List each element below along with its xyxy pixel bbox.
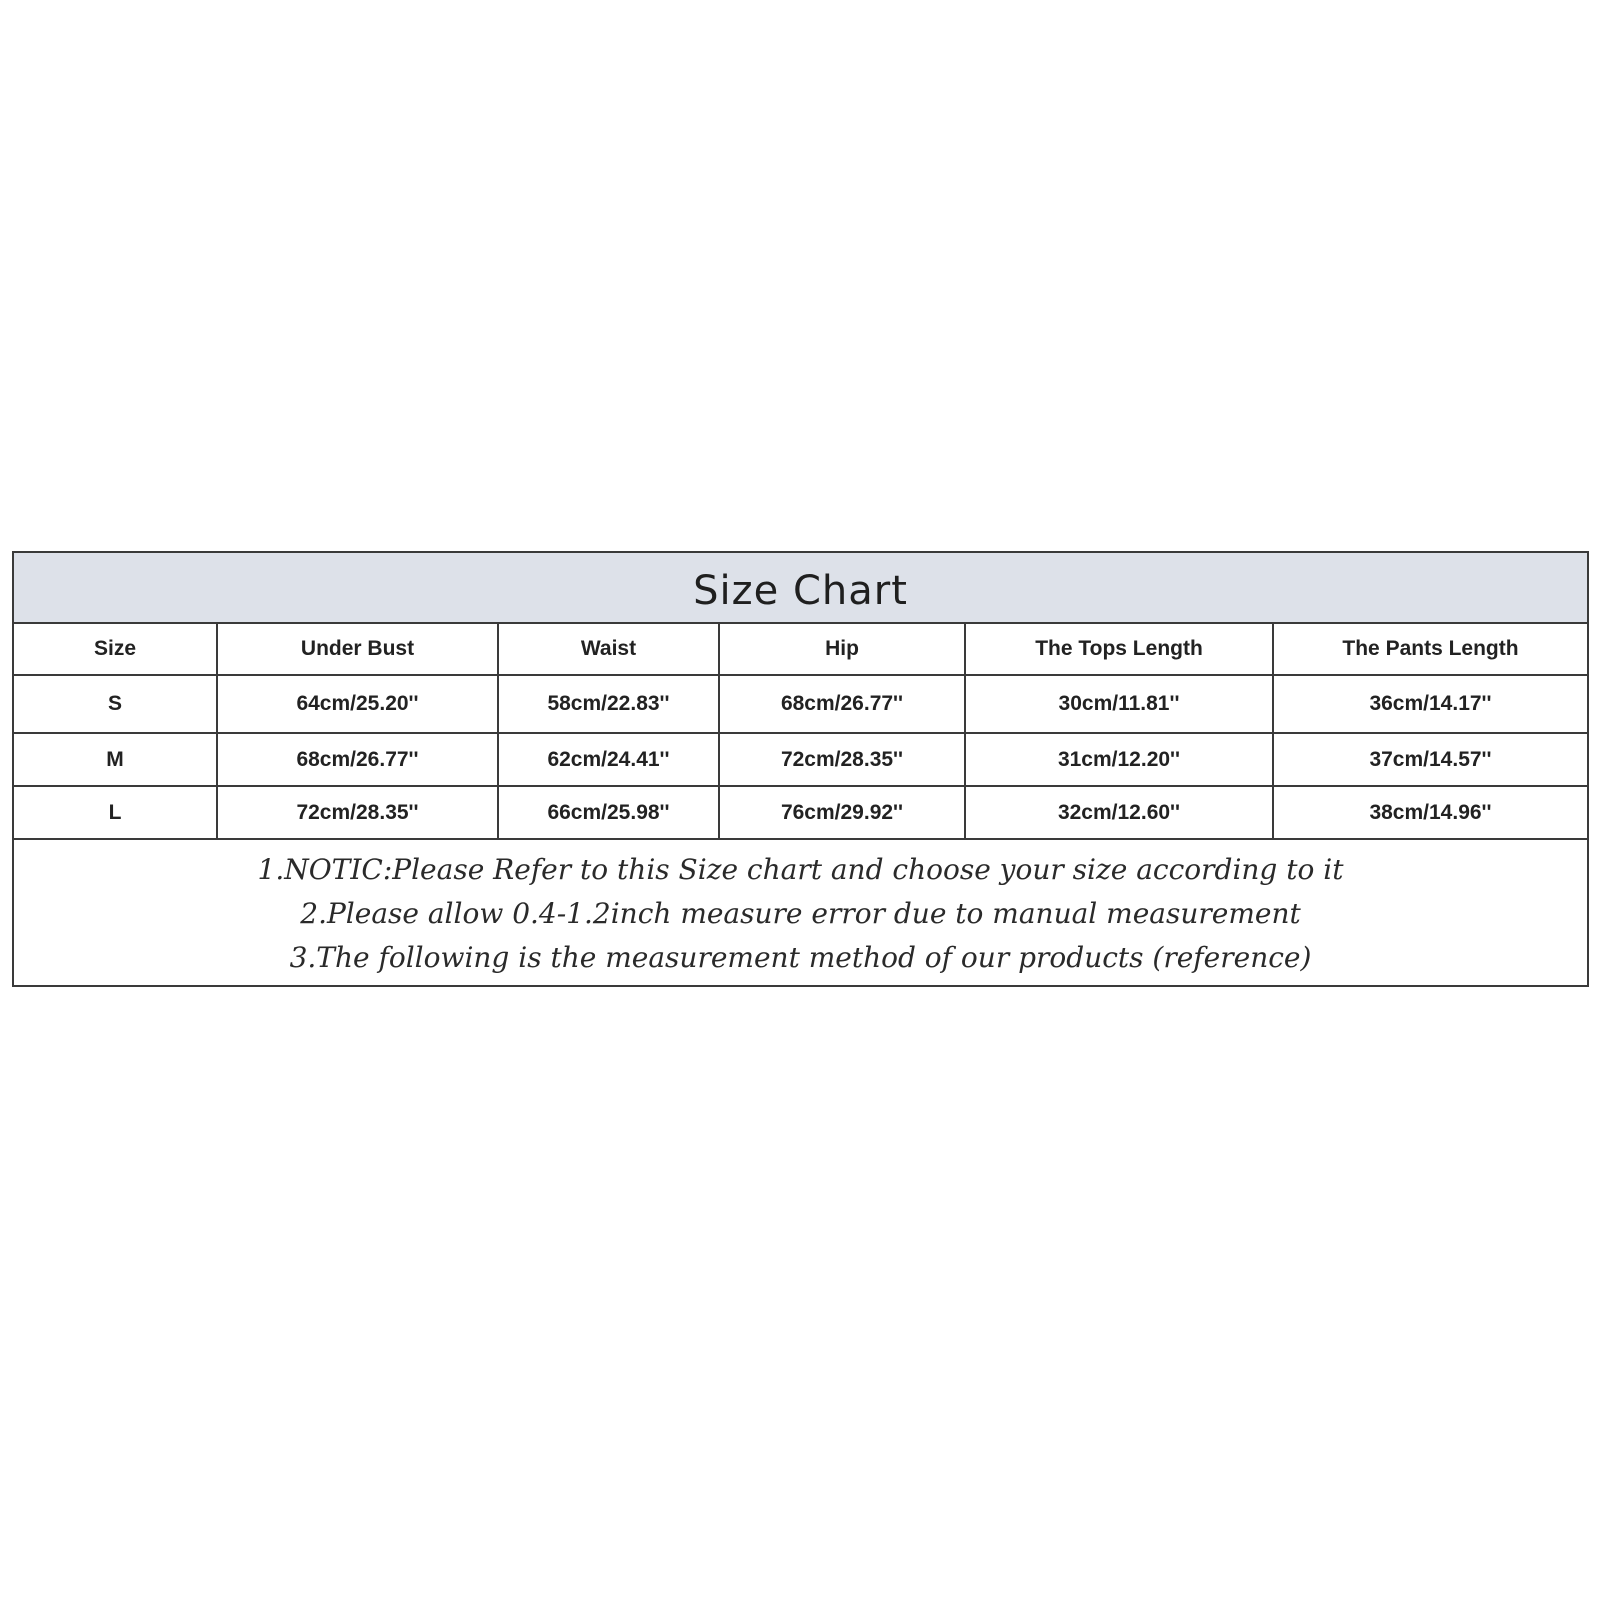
hip-cell: 68cm/26.77'': [719, 675, 965, 733]
notes-section: [14, 840, 1587, 980]
tops-length-cell: 30cm/11.81'': [965, 675, 1273, 733]
size-chart: [12, 551, 1589, 987]
note-line: 2.Please allow 0.4-1.2inch measure error due to manual measurement: [300, 897, 1301, 930]
header-row: [14, 624, 1587, 675]
under-bust-cell: 72cm/28.35'': [217, 786, 498, 839]
table-row: [14, 786, 1587, 839]
column-header-tops-length: The Tops Length: [965, 624, 1273, 675]
column-header-waist: Waist: [498, 624, 719, 675]
size-table: [14, 624, 1587, 840]
waist-cell: 66cm/25.98'': [498, 786, 719, 839]
pants-length-cell: 37cm/14.57'': [1273, 733, 1587, 786]
hip-cell: 72cm/28.35'': [719, 733, 965, 786]
pants-length-cell: 38cm/14.96'': [1273, 786, 1587, 839]
note-line: 3.The following is the measurement method of our products (reference): [289, 941, 1312, 974]
size-cell: L: [14, 786, 217, 839]
size-cell: M: [14, 733, 217, 786]
hip-cell: 76cm/29.92'': [719, 786, 965, 839]
pants-length-cell: 36cm/14.17'': [1273, 675, 1587, 733]
size-cell: S: [14, 675, 217, 733]
waist-cell: 62cm/24.41'': [498, 733, 719, 786]
under-bust-cell: 64cm/25.20'': [217, 675, 498, 733]
chart-title: Size Chart: [693, 567, 908, 614]
column-header-under-bust: Under Bust: [217, 624, 498, 675]
column-header-pants-length: The Pants Length: [1273, 624, 1587, 675]
column-header-hip: Hip: [719, 624, 965, 675]
column-header-size: Size: [14, 624, 217, 675]
table-row: [14, 733, 1587, 786]
tops-length-cell: 31cm/12.20'': [965, 733, 1273, 786]
note-line: 1.NOTIC:Please Refer to this Size chart and choose your size according to it: [257, 853, 1344, 886]
under-bust-cell: 68cm/26.77'': [217, 733, 498, 786]
table-row: [14, 675, 1587, 733]
tops-length-cell: 32cm/12.60'': [965, 786, 1273, 839]
waist-cell: 58cm/22.83'': [498, 675, 719, 733]
title-bar: [14, 553, 1587, 624]
